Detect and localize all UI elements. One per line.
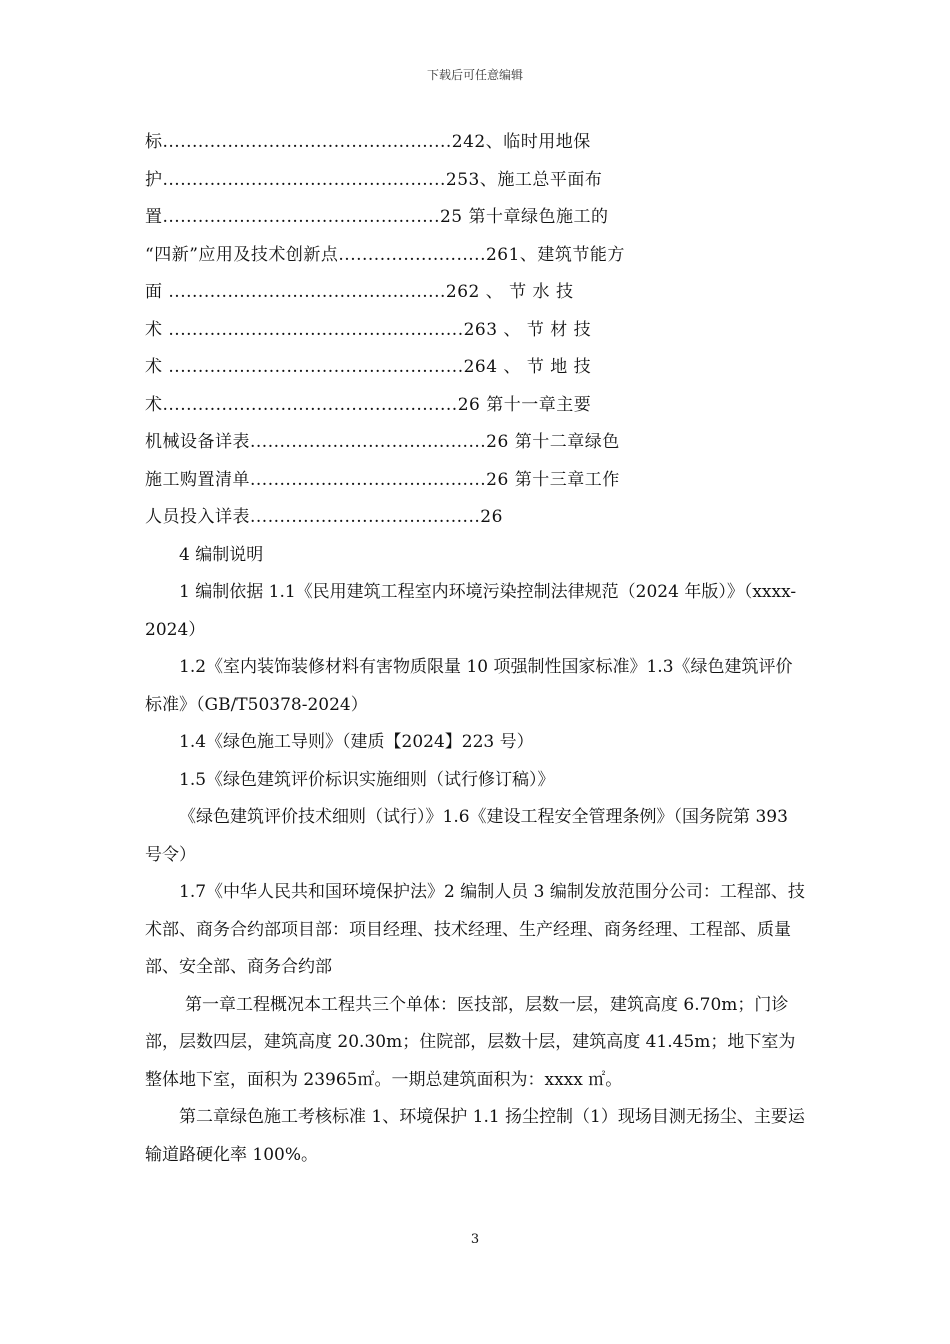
section-heading: 4 编制说明 [179,544,264,565]
paragraph: 1.4《绿色施工导则》（建质【2024】223 号） [179,732,534,752]
paragraph: 第一章工程概况本工程共三个单体：医技部，层数一层，建筑高度 6.70m；门诊部，层数四层，建筑高度 20.30m；住院部，层数十层，建筑高度 41.45m；地下室为整体地下室，面积为 23965㎡。一期总建筑面积为：xxxx ㎡。 [145,994,796,1090]
toc-line: 置...............................................25 第十章绿色施工的 [145,207,609,227]
toc-line: 人员投入详表.......................................26 [145,507,503,527]
page-header: 下载后可任意编辑 [426,68,523,82]
paragraph: 1 编制依据 1.1《民用建筑工程室内环境污染控制法律规范（2024 年版）》（xxxx-2024） [145,582,797,640]
toc-line: 术..................................................26 第十一章主要 [145,394,592,415]
paragraph: 1.5《绿色建筑评价标识实施细则（试行修订稿）》 [179,769,555,790]
toc-line: 护................................................253、施工总平面布 [145,169,603,190]
toc-line: 施工购置清单........................................26 第十三章工作 [145,469,620,490]
paragraph: 1.7《中华人民共和国环境保护法》2 编制人员 3 编制发放范围分公司：工程部、技术部、商务合约部项目部：项目经理、技术经理、生产经理、商务经理、工程部、质量部、安全部、商务合约部 [145,882,805,977]
toc-line: 面 ...............................................262 、 节 水 技 [145,282,574,302]
toc-line: 机械设备详表........................................26 第十二章绿色 [145,432,620,452]
table-of-contents [145,124,807,537]
paragraph: 1.2《室内装饰装修材料有害物质限量 10 项强制性国家标准》1.3《绿色建筑评价标准》（GB/T50378-2024） [145,657,793,715]
paragraph: 第二章绿色施工考核标准 1、环境保护 1.1 扬尘控制（1）现场目测无扬尘、主要运输道路硬化率 100%。 [145,1107,805,1165]
toc-line: 术 ..................................................264 、 节 地 技 [145,357,592,377]
document-body [145,124,807,1174]
page-number: 3 [470,1232,480,1247]
paragraph: 《绿色建筑评价技术细则（试行）》1.6《建设工程安全管理条例》（国务院第 393 号令） [145,807,788,865]
toc-line: 术 ..................................................263 、 节 材 技 [145,319,592,340]
toc-line: 标.................................................242、临时用地保 [145,132,591,152]
toc-line: “四新”应用及技术创新点.........................261、建筑节能方 [145,244,625,265]
